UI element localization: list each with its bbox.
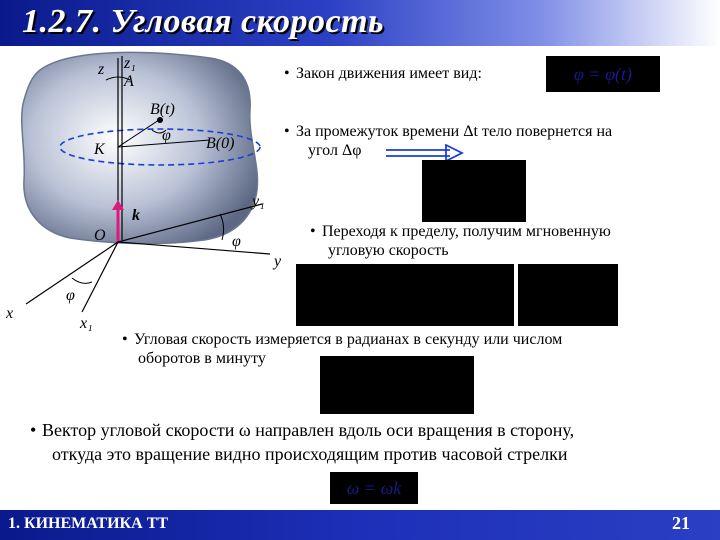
- label-b0: B(0): [206, 135, 235, 152]
- label-y: y: [274, 253, 282, 270]
- label-z1: z₁: [124, 55, 136, 72]
- formula-units-conversion: [320, 356, 474, 414]
- bullet-limit: • Переходя к пределу, получим мгновенную угловую скорость: [310, 223, 611, 259]
- footer-section-label: 1. КИНЕМАТИКА ТТ: [8, 515, 169, 532]
- angle-arc-left: [72, 278, 92, 283]
- bullet-motion-law: • Закон движения имеет вид:: [284, 65, 482, 82]
- formula-angular-velocity-vector: ω = ωk: [330, 472, 418, 504]
- page-number: 21: [672, 513, 690, 533]
- label-phi-mid: φ: [232, 233, 241, 250]
- label-k-point: K: [94, 141, 105, 158]
- label-y1: y₁: [252, 193, 265, 210]
- label-x: x: [6, 305, 14, 322]
- label-phi-top: φ: [162, 127, 171, 144]
- bullet-units: • Угловая скорость измеряется в радианах в секунду или числом оборотов в минуту: [122, 331, 563, 367]
- bullet-dot: •: [284, 65, 290, 82]
- label-bt: B(t): [150, 101, 175, 118]
- label-x1: x₁: [80, 315, 93, 332]
- formula-motion-law: φ = φ(t): [546, 56, 660, 92]
- formula-angular-velocity-derivative: [518, 264, 618, 326]
- x1-axis: [82, 242, 118, 312]
- label-o: O: [94, 227, 106, 244]
- y-axis: [118, 242, 270, 254]
- bullet-vector-direction: • Вектор угловой скорости ω направлен вдоль оси вращения в сторону, откуда это вращение видно происходящим против часовой стрелки: [30, 420, 575, 464]
- formula-delta-phi: [422, 160, 526, 222]
- formula-instant-angular-velocity: [296, 264, 514, 326]
- label-phi-left: φ: [66, 287, 75, 304]
- bullet-rotation-interval: • За промежуток времени Δt тело повернется на угол Δφ: [284, 123, 613, 159]
- label-k-vector: k: [132, 207, 140, 224]
- label-a: A: [124, 73, 134, 90]
- label-z: z: [98, 61, 105, 78]
- rotation-figure: [0, 46, 300, 346]
- slide-title: 1.2.7. Угловая скорость: [22, 3, 385, 40]
